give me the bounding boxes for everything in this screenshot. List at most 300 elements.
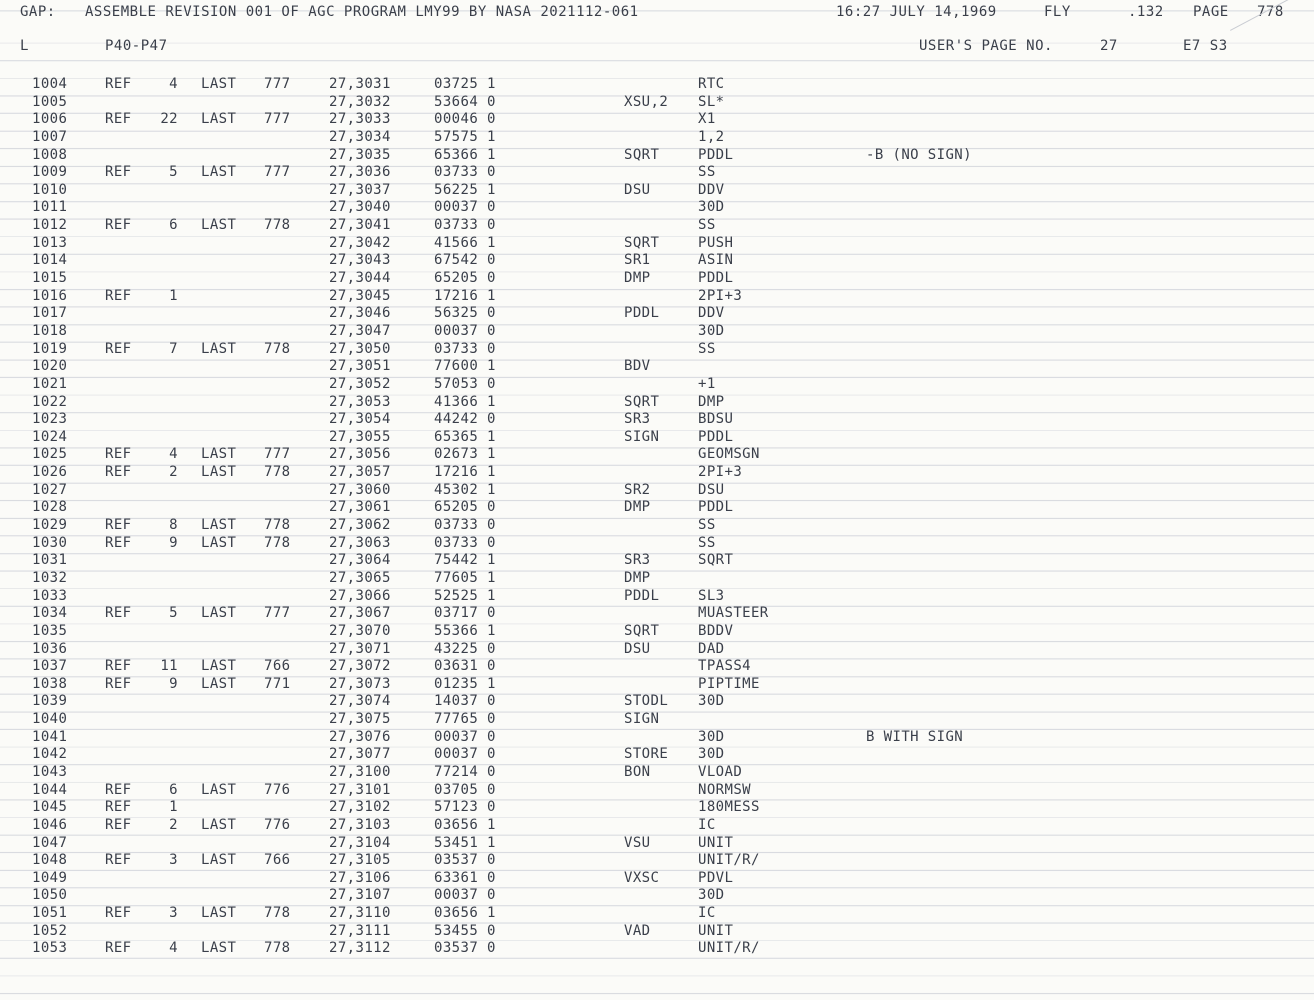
listing-row [0,270,1314,288]
octal-word: 03656 1 [434,905,496,922]
last-label: LAST [201,816,237,833]
ref-count: 4 [169,76,178,92]
operand: SL* [698,93,725,110]
listing-row [0,358,1314,376]
address: 27,3053 [329,393,391,410]
octal-word: 63361 0 [434,869,496,886]
operand: BDSU [698,411,734,428]
listing-row [0,782,1314,800]
listing-row [0,887,1314,905]
opcode: SIGN [624,428,660,445]
listing-row [0,499,1314,517]
octal-word: 65205 0 [434,499,496,516]
address: 27,3044 [329,270,391,287]
octal-word: 03725 1 [434,76,496,92]
opcode: DMP [624,270,651,287]
line-number: 1032 [32,569,68,586]
address: 27,3105 [329,852,391,869]
sub-code-label: E7 S3 [1183,38,1228,54]
operand: X1 [698,111,716,128]
opcode: VXSC [624,869,660,886]
line-number: 1046 [32,816,68,833]
address: 27,3073 [329,675,391,692]
last-label: LAST [201,534,237,551]
operand: TPASS4 [698,658,751,675]
address: 27,3107 [329,887,391,904]
opcode: PDDL [624,305,660,322]
opcode: STODL [624,693,669,710]
ref-count: 4 [169,446,178,463]
last-label: LAST [201,852,237,869]
octal-word: 77765 0 [434,711,496,728]
octal-word: 57575 1 [434,128,496,145]
operand: SL3 [698,587,725,604]
address: 27,3076 [329,728,391,745]
address: 27,3072 [329,658,391,675]
octal-word: 03705 0 [434,781,496,798]
opcode: BDV [624,358,651,375]
operand: UNIT/R/ [698,852,760,869]
ref-label: REF [105,164,132,181]
octal-word: 44242 0 [434,411,496,428]
listing-row [0,799,1314,817]
listing-row [0,217,1314,235]
last-label: LAST [201,111,237,128]
line-number: 1041 [32,728,68,745]
ref-count: 3 [169,905,178,922]
opcode: SQRT [624,622,660,639]
address: 27,3060 [329,481,391,498]
ref-label: REF [105,111,132,128]
last-label: LAST [201,905,237,922]
address: 27,3033 [329,111,391,128]
operand: SS [698,534,716,551]
last-label: LAST [201,675,237,692]
listing-row [0,764,1314,782]
line-number: 1040 [32,711,68,728]
line-number: 1006 [32,111,68,128]
octal-word: 00037 0 [434,887,496,904]
operand: PDDL [698,499,734,516]
octal-word: 03733 0 [434,217,496,234]
opcode: DSU [624,640,651,657]
address: 27,3032 [329,93,391,110]
ref-label: REF [105,217,132,234]
ref-label: REF [105,517,132,534]
listing-row [0,676,1314,694]
line-number: 1019 [32,340,68,357]
ref-count: 9 [169,675,178,692]
listing-row [0,746,1314,764]
ref-label: REF [105,76,132,92]
line-number: 1016 [32,287,68,304]
comment: B WITH SIGN [866,728,964,745]
operand: PDVL [698,869,734,886]
listing-row [0,199,1314,217]
ref-label: REF [105,781,132,798]
last-page: 778 [264,464,291,481]
last-label: LAST [201,340,237,357]
last-label: LAST [201,517,237,534]
address: 27,3112 [329,940,391,957]
octal-word: 77214 0 [434,763,496,780]
address: 27,3067 [329,605,391,622]
address: 27,3074 [329,693,391,710]
listing-row [0,129,1314,147]
ref-count: 6 [169,781,178,798]
last-page: 766 [264,852,291,869]
ref-count: 1 [169,287,178,304]
ref-label: REF [105,816,132,833]
operand: +1 [698,375,716,392]
page-header [0,4,1314,26]
line-number: 1014 [32,252,68,269]
operand: PDDL [698,146,734,163]
address: 27,3035 [329,146,391,163]
line-number: 1015 [32,270,68,287]
line-number: 1017 [32,305,68,322]
address: 27,3061 [329,499,391,516]
line-number: 1007 [32,128,68,145]
listing-row [0,394,1314,412]
address: 27,3065 [329,569,391,586]
operand: SQRT [698,552,734,569]
ref-count: 3 [169,852,178,869]
line-number: 1049 [32,869,68,886]
address: 27,3042 [329,234,391,251]
last-page: 778 [264,905,291,922]
listing-row [0,94,1314,112]
opcode: BON [624,763,651,780]
operand: SS [698,340,716,357]
octal-word: 43225 0 [434,640,496,657]
address: 27,3075 [329,711,391,728]
opcode: DMP [624,569,651,586]
address: 27,3077 [329,746,391,763]
listing-row [0,940,1314,958]
ref-label: REF [105,658,132,675]
octal-word: 03733 0 [434,517,496,534]
listing-row [0,817,1314,835]
address: 27,3110 [329,905,391,922]
line-number: 1037 [32,658,68,675]
address: 27,3071 [329,640,391,657]
comment: -B (NO SIGN) [866,146,972,163]
octal-word: 00037 0 [434,728,496,745]
listing-row [0,570,1314,588]
line-number: 1033 [32,587,68,604]
last-page: 766 [264,658,291,675]
line-number: 1011 [32,199,68,216]
operand: 30D [698,322,725,339]
address: 27,3102 [329,799,391,816]
ref-label: REF [105,852,132,869]
ref-label: REF [105,340,132,357]
ref-label: REF [105,605,132,622]
ref-count: 6 [169,217,178,234]
last-page: 778 [264,534,291,551]
line-number: 1045 [32,799,68,816]
operand: NORMSW [698,781,751,798]
opcode: VAD [624,922,651,939]
octal-word: 56225 1 [434,181,496,198]
mode-label: FLY [1044,4,1071,20]
operand: ASIN [698,252,734,269]
address: 27,3070 [329,622,391,639]
last-label: LAST [201,446,237,463]
opcode: DMP [624,499,651,516]
operand: RTC [698,76,725,92]
opcode: DSU [624,181,651,198]
page-number: 778 [1257,4,1284,20]
octal-word: 03631 0 [434,658,496,675]
address: 27,3041 [329,217,391,234]
line-number: 1038 [32,675,68,692]
last-label: LAST [201,605,237,622]
octal-word: 00046 0 [434,111,496,128]
line-number: 1053 [32,940,68,957]
operand: IC [698,816,716,833]
octal-word: 00037 0 [434,199,496,216]
octal-word: 57123 0 [434,799,496,816]
octal-word: 75442 1 [434,552,496,569]
address: 27,3104 [329,834,391,851]
listing-row [0,658,1314,676]
users-page-label: USER'S PAGE NO. [919,38,1053,54]
listing-row [0,76,1314,94]
line-number: 1025 [32,446,68,463]
octal-word: 67542 0 [434,252,496,269]
ref-count: 2 [169,816,178,833]
octal-word: 03537 0 [434,940,496,957]
opcode: SR2 [624,481,651,498]
listing-row [0,482,1314,500]
listing-row [0,235,1314,253]
opcode: SR3 [624,411,651,428]
listing-row [0,446,1314,464]
octal-word: 53451 1 [434,834,496,851]
line-number: 1026 [32,464,68,481]
octal-word: 55366 1 [434,622,496,639]
listing-row [0,147,1314,165]
ref-label: REF [105,287,132,304]
address: 27,3034 [329,128,391,145]
operand: 30D [698,887,725,904]
listing-row [0,588,1314,606]
octal-word: 52525 1 [434,587,496,604]
address: 27,3052 [329,375,391,392]
operand: PDDL [698,428,734,445]
operand: 30D [698,199,725,216]
last-page: 778 [264,340,291,357]
operand: 180MESS [698,799,760,816]
address: 27,3066 [329,587,391,604]
listing-row [0,288,1314,306]
assembly-title: ASSEMBLE REVISION 001 OF AGC PROGRAM LMY99 BY NASA 2021112-061 [85,4,639,20]
octal-word: 45302 1 [434,481,496,498]
line-number: 1020 [32,358,68,375]
ref-count: 2 [169,464,178,481]
operand: MUASTEER [698,605,769,622]
ref-label: REF [105,534,132,551]
address: 27,3054 [329,411,391,428]
address: 27,3036 [329,164,391,181]
opcode: SQRT [624,234,660,251]
listing-row [0,182,1314,200]
opcode: SQRT [624,393,660,410]
last-page: 776 [264,816,291,833]
operand: 30D [698,693,725,710]
octal-word: 65205 0 [434,270,496,287]
address: 27,3064 [329,552,391,569]
ref-count: 9 [169,534,178,551]
line-number: 1005 [32,93,68,110]
listing-row [0,323,1314,341]
octal-word: 03537 0 [434,852,496,869]
octal-word: 03717 0 [434,605,496,622]
address: 27,3106 [329,869,391,886]
listing-row [0,870,1314,888]
ref-label: REF [105,446,132,463]
listing-row [0,517,1314,535]
listing-row [0,711,1314,729]
line-number: 1043 [32,763,68,780]
opcode: SR1 [624,252,651,269]
line-number: 1004 [32,76,68,92]
listing-row [0,411,1314,429]
listing-row [0,111,1314,129]
listing-row [0,252,1314,270]
line-number: 1013 [32,234,68,251]
listing-row [0,605,1314,623]
address: 27,3037 [329,181,391,198]
line-number: 1023 [32,411,68,428]
listing-row [0,429,1314,447]
line-number: 1050 [32,887,68,904]
operand: SS [698,517,716,534]
opcode: SR3 [624,552,651,569]
octal-word: 14037 0 [434,693,496,710]
line-number: 1028 [32,499,68,516]
operand: GEOMSGN [698,446,760,463]
page-label: PAGE [1193,4,1229,20]
line-number: 1035 [32,622,68,639]
operand: 2PI+3 [698,464,743,481]
line-number: 1018 [32,322,68,339]
operand: 1,2 [698,128,725,145]
last-page: 777 [264,164,291,181]
address: 27,3063 [329,534,391,551]
operand: DSU [698,481,725,498]
octal-word: 00037 0 [434,746,496,763]
octal-word: 17216 1 [434,287,496,304]
address: 27,3101 [329,781,391,798]
users-page-number: 27 [1100,38,1118,54]
opcode: VSU [624,834,651,851]
opcode: SIGN [624,711,660,728]
line-number: 1051 [32,905,68,922]
opcode: PDDL [624,587,660,604]
listing-row [0,164,1314,182]
octal-word: 65365 1 [434,428,496,445]
operand: PDDL [698,270,734,287]
octal-word: 03733 0 [434,340,496,357]
address: 27,3040 [329,199,391,216]
line-number: 1008 [32,146,68,163]
last-page: 776 [264,781,291,798]
octal-word: 00037 0 [434,322,496,339]
address: 27,3055 [329,428,391,445]
ref-count: 4 [169,940,178,957]
address: 27,3100 [329,763,391,780]
line-number: 1012 [32,217,68,234]
line-number: 1031 [32,552,68,569]
last-label: LAST [201,76,237,92]
opcode: SQRT [624,146,660,163]
line-number: 1024 [32,428,68,445]
ref-count: 1 [169,799,178,816]
operand: SS [698,217,716,234]
listing-row [0,835,1314,853]
octal-word: 53664 0 [434,93,496,110]
line-number: 1021 [32,375,68,392]
address: 27,3045 [329,287,391,304]
last-page: 778 [264,940,291,957]
operand: PIPTIME [698,675,760,692]
octal-word: 77600 1 [434,358,496,375]
ref-count: 7 [169,340,178,357]
octal-word: 03733 0 [434,534,496,551]
ref-count: 8 [169,517,178,534]
last-page: 777 [264,76,291,92]
operand: UNIT [698,922,734,939]
last-page: 777 [264,111,291,128]
octal-word: 41366 1 [434,393,496,410]
operand: UNIT/R/ [698,940,760,957]
operand: DAD [698,640,725,657]
listing-row [0,535,1314,553]
operand: UNIT [698,834,734,851]
line-number: 1048 [32,852,68,869]
octal-word: 77605 1 [434,569,496,586]
octal-word: 03656 1 [434,816,496,833]
listing-row [0,729,1314,747]
address: 27,3047 [329,322,391,339]
address: 27,3111 [329,922,391,939]
section-label: P40-P47 [105,38,168,54]
listing-row [0,852,1314,870]
ref-count: 22 [160,111,178,128]
operand: IC [698,905,716,922]
operand: BDDV [698,622,734,639]
last-page: 771 [264,675,291,692]
operand: PUSH [698,234,734,251]
operand: DMP [698,393,725,410]
listing-row [0,464,1314,482]
ref-count: 5 [169,164,178,181]
address: 27,3050 [329,340,391,357]
listing-row [0,376,1314,394]
address: 27,3051 [329,358,391,375]
listing-row [0,623,1314,641]
line-number: 1039 [32,693,68,710]
operand: 30D [698,746,725,763]
last-label: LAST [201,464,237,481]
timestamp: 16:27 JULY 14,1969 [836,4,997,20]
octal-word: 56325 0 [434,305,496,322]
line-number: 1047 [32,834,68,851]
octal-word: 01235 1 [434,675,496,692]
